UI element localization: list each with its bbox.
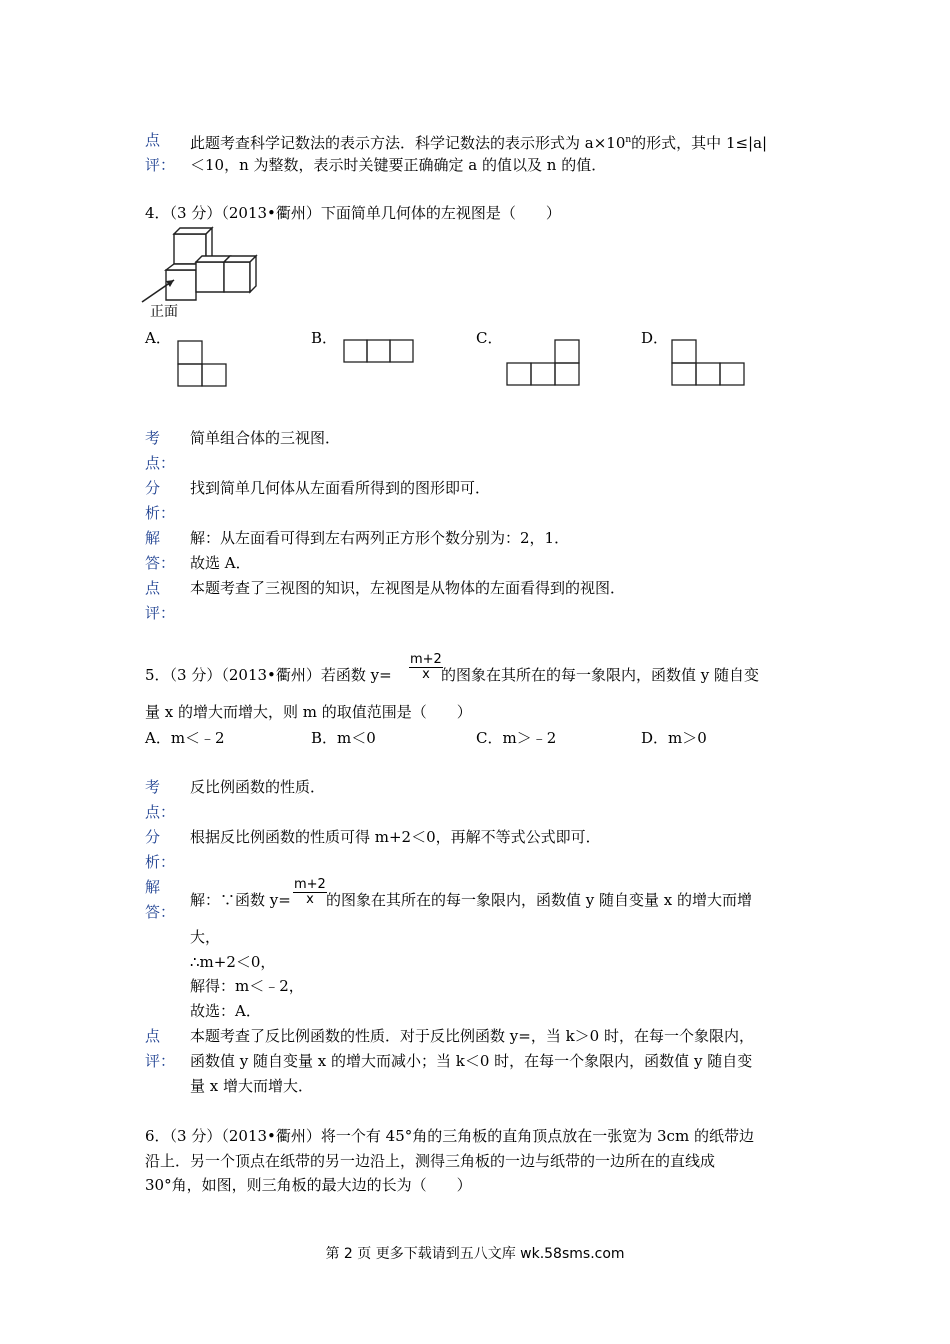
fenxi-text: 找到简单几何体从左面看所得到的图形即可．	[190, 479, 491, 497]
jieda-label: 解	[145, 529, 161, 547]
fraction: $\frac{m+2}{x}$	[410, 652, 442, 682]
option-d: D．m＞0	[641, 729, 707, 747]
option-d-figure	[671, 339, 747, 387]
dianping-text: 本题考查了三视图的知识，左视图是从物体的左面看得到的视图．	[190, 579, 626, 597]
kaodian-text: 简单组合体的三视图．	[190, 429, 341, 447]
kaodian-label: 考	[145, 429, 161, 447]
option-c: C．m＞﹣2	[476, 729, 557, 747]
jieda-label: 答：	[145, 554, 176, 572]
kaodian-label: 点：	[145, 454, 176, 472]
question-5-stem: 量 x 的增大而增大，则 m 的取值范围是（ ）	[145, 703, 472, 721]
question-5-stem: 的图象在其所在的每一象限内，函数值 y 随自变	[441, 666, 760, 684]
jieda-text: 解：∵函数 y=	[190, 891, 291, 909]
dianping-label: 点	[145, 579, 161, 597]
question-5-stem: 5．（3 分）（2013•衢州）若函数 y=	[145, 666, 392, 684]
comment-text: ＜10，n 为整数，表示时关键要正确确定 a 的值以及 n 的值．	[190, 156, 607, 174]
jieda-label: 解	[145, 878, 161, 896]
option-a-label: A．	[145, 329, 171, 347]
option-b-label: B．	[311, 329, 338, 347]
option-d-label: D．	[641, 329, 669, 347]
jieda-label: 答：	[145, 903, 176, 921]
option-c-figure	[506, 339, 582, 387]
dianping-label: 评：	[145, 604, 176, 622]
question-6-stem: 6．（3 分）（2013•衢州）将一个有 45°角的三角板的直角顶点放在一张宽为 3cm 的纸带边	[145, 1127, 754, 1145]
comment-text: 此题考查科学记数法的表示方法．科学记数法的表示形式为 $a\times 10^n$的形式，其中 1≤|a|	[190, 134, 768, 152]
fenxi-text: 根据反比例函数的性质可得 m+2＜0，再解不等式公式即可．	[190, 828, 601, 846]
front-label: 正面	[150, 304, 178, 320]
dianping-label: 点	[145, 1027, 161, 1045]
option-a-figure	[177, 340, 227, 386]
fenxi-label: 析：	[145, 853, 176, 871]
kaodian-label: 考	[145, 778, 161, 796]
dianping-text: 函数值 y 随自变量 x 的增大而减小；当 k＜0 时，在每一个象限内，函数值 y 随自变	[190, 1052, 753, 1070]
jieda-text: 解：从左面看可得到左右两列正方形个数分别为：2，1．	[190, 529, 570, 547]
dianping-text: 本题考查了反比例函数的性质．对于反比例函数 y=，当 k＞0 时，在每一个象限内，	[190, 1027, 754, 1045]
jieda-text: ∴m+2＜0，	[190, 953, 276, 971]
dianping-label: 评：	[145, 1052, 176, 1070]
jieda-text: 故选 A．	[190, 554, 251, 572]
question-4-stem: 4．（3 分）（2013•衢州）下面简单几何体的左视图是（ ）	[145, 204, 561, 222]
comment-label: 评：	[145, 156, 176, 174]
fenxi-label: 分	[145, 479, 161, 497]
option-b-figure	[343, 339, 415, 363]
fenxi-label: 分	[145, 828, 161, 846]
option-a: A．m＜﹣2	[145, 729, 225, 747]
jieda-text: 故选：A．	[190, 1002, 261, 1020]
question-6-stem: 30°角，如图，则三角板的最大边的长为（ ）	[145, 1176, 472, 1194]
dianping-text: 量 x 增大而增大．	[190, 1077, 313, 1095]
jieda-text: 大，	[190, 928, 221, 946]
comment-label: 点	[145, 131, 161, 149]
kaodian-label: 点：	[145, 803, 176, 821]
jieda-text: 的图象在其所在的每一象限内，函数值 y 随自变量 x 的增大而增	[326, 891, 753, 909]
option-b: B．m＜0	[311, 729, 376, 747]
page-footer: 第 2 页 更多下载请到五八文库 wk.58sms.com	[325, 1246, 625, 1262]
option-c-label: C．	[476, 329, 503, 347]
fenxi-label: 析：	[145, 504, 176, 522]
fraction: $\frac{m+2}{x}$	[294, 877, 326, 907]
jieda-text: 解得：m＜﹣2，	[190, 977, 304, 995]
question-6-stem: 沿上．另一个顶点在纸带的另一边沿上，测得三角板的一边与纸带的一边所在的直线成	[145, 1152, 716, 1170]
kaodian-text: 反比例函数的性质．	[190, 778, 326, 796]
